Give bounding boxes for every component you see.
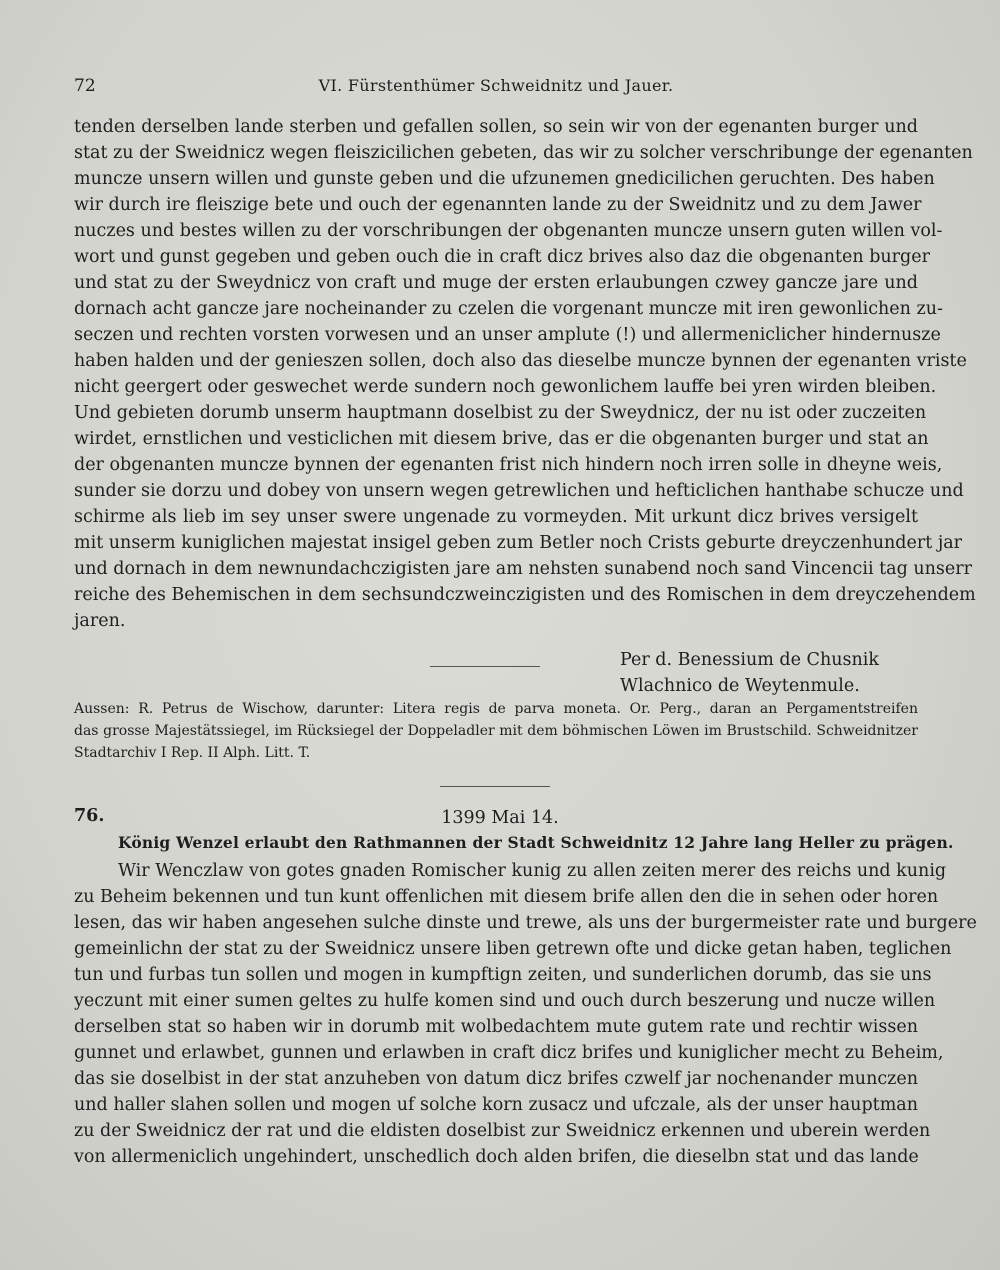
text-line: mit unserm kuniglichen majestat insigel geben zum Betler noch Crists geburte dreyczenhundert jar xyxy=(74,533,963,553)
note-line: das grosse Majestätssiegel, im Rücksiegel der Doppeladler mit dem böhmischen Löwen im Brustschild. Schweidnitzer xyxy=(74,723,918,739)
document-date: 1399 Mai 14. xyxy=(441,808,559,828)
text-line: und haller slahen sollen und mogen uf solche korn zusacz und ufczale, als der unser hauptman xyxy=(74,1095,918,1115)
text-line: gunnet und erlawbet, gunnen und erlawben in craft dicz brifes und kuniglicher mecht zu Beheim, xyxy=(74,1043,944,1063)
text-line: tun und furbas tun sollen und mogen in kumpftign zeiten, und sunderlichen dorumb, das sie uns xyxy=(74,965,932,985)
text-line: von allermeniclich ungehindert, unschedlich doch alden brifen, die dieselbn stat und das lande xyxy=(74,1147,919,1167)
text-line: das sie doselbist in der stat anzuheben von datum dicz brifes czwelf jar nochenander munczen xyxy=(74,1069,918,1089)
text-line: wir durch ire fleiszige bete und ouch der egenannten lande zu der Sweidnitz und zu dem Jawer xyxy=(74,195,922,215)
text-line: wirdet, ernstlichen und vesticlichen mit diesem brive, das er die obgenanten burger und stat an xyxy=(74,429,929,449)
text-line: nuczes und bestes willen zu der vorschribungen der obgenanten muncze unsern guten willen vol- xyxy=(74,221,943,241)
note-line: Stadtarchiv I Rep. II Alph. Litt. T. xyxy=(74,745,311,761)
text-line: gemeinlichn der stat zu der Sweidnicz unsere liben getrewn ofte und dicke getan haben, teglichen xyxy=(74,939,952,959)
text-line: sunder sie dorzu und dobey von unsern wegen getrewlichen und hefticlichen hanthabe schucze und xyxy=(74,481,964,501)
text-line: Wir Wenczlaw von gotes gnaden Romischer kunig zu allen zeiten merer des reichs und kunig xyxy=(118,861,947,881)
document-number: 76. xyxy=(74,806,105,826)
text-line: schirme als lieb im sey unser swere ungenade zu vormeyden. Mit urkunt dicz brives versigelt xyxy=(74,507,918,527)
text-line: nicht geergert oder geswechet werde sundern noch gewonlichem lauffe bei yren wirden bleiben. xyxy=(74,377,937,397)
text-line: yeczunt mit einer sumen geltes zu hulfe komen sind und ouch durch beszerung und nucze willen xyxy=(74,991,936,1011)
text-line: muncze unsern willen und gunste geben und die ufzunemen gnedicilichen geruchten. Des haben xyxy=(74,169,935,189)
page-number: 72 xyxy=(74,76,96,96)
text-line: seczen und rechten vorsten vorwesen und an unser amplute (!) und allermeniclicher hindernusze xyxy=(74,325,941,345)
signature-line: Wlachnico de Weytenmule. xyxy=(620,676,860,696)
text-line: wort und gunst gegeben und geben ouch die in craft dicz brives also daz die obgenanten burger xyxy=(74,247,930,267)
document-title: König Wenzel erlaubt den Rathmannen der Stadt Schweidnitz 12 Jahre lang Heller zu prägen. xyxy=(118,833,954,852)
text-line: lesen, das wir haben angesehen sulche dinste und trewe, als uns der burgermeister rate und burgere xyxy=(74,913,977,933)
text-line: haben halden und der genieszen sollen, doch also das dieselbe muncze bynnen der egenanten vriste xyxy=(74,351,967,371)
text-line: zu der Sweidnicz der rat und die eldisten doselbist zur Sweidnicz erkennen und uberein werden xyxy=(74,1121,931,1141)
text-line: reiche des Behemischen in dem sechsundczweinczigisten und des Romischen in dem dreyczehendem xyxy=(74,585,976,605)
running-head: VI. Fürstenthümer Schweidnitz und Jauer. xyxy=(318,76,674,95)
divider xyxy=(430,666,540,667)
note-line: Aussen: R. Petrus de Wischow, darunter: Litera regis de parva moneta. Or. Perg., daran an Pergamentstreifen xyxy=(74,701,918,717)
text-line: jaren. xyxy=(74,611,126,631)
text-line: und dornach in dem newnundachczigisten jare am nehsten sunabend noch sand Vincencii tag unserr xyxy=(74,559,972,579)
text-line: stat zu der Sweidnicz wegen fleiszicilichen gebeten, das wir zu solcher verschribunge der egenanten xyxy=(74,143,973,163)
text-line: Und gebieten dorumb unserm hauptmann doselbist zu der Sweydnicz, der nu ist oder zuczeiten xyxy=(74,403,927,423)
section-divider xyxy=(440,786,550,787)
text-line: derselben stat so haben wir in dorumb mit wolbedachtem mute gutem rate und rechtir wissen xyxy=(74,1017,918,1037)
signature-line: Per d. Benessium de Chusnik xyxy=(620,650,879,670)
text-line: dornach acht gancze jare nocheinander zu czelen die vorgenant muncze mit iren gewonlichen zu- xyxy=(74,299,943,319)
text-line: der obgenanten muncze bynnen der egenanten frist nich hindern noch irren solle in dheyne weis, xyxy=(74,455,943,475)
text-line: zu Beheim bekennen und tun kunt offenlichen mit diesem brife allen den die in sehen oder horen xyxy=(74,887,939,907)
text-line: und stat zu der Sweydnicz von craft und muge der ersten erlaubungen czwey gancze jare und xyxy=(74,273,918,293)
text-line: tenden derselben lande sterben und gefallen sollen, so sein wir von der egenanten burger und xyxy=(74,117,918,137)
page-header xyxy=(74,76,918,102)
